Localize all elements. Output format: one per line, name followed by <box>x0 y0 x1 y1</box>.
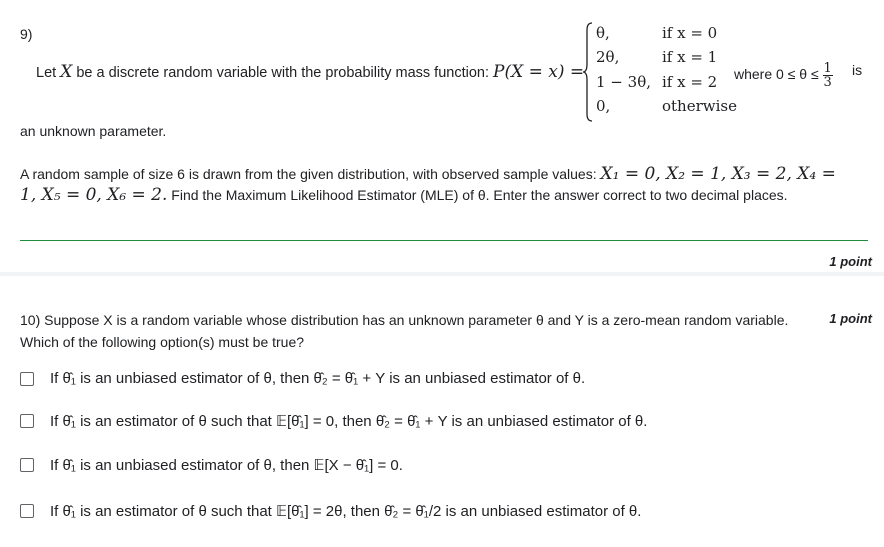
answer-divider <box>20 240 868 241</box>
option-4-label: If θ̂₁ is an estimator of θ such that 𝔼[θ̂₁] = 2θ, then θ̂₂ = θ̂₁/2 is an unbiased estimator of θ. <box>50 503 642 520</box>
case-value-3: 0, <box>596 97 611 115</box>
intro-text-2: be a discrete random variable with the probability mass function: <box>76 65 489 81</box>
sample-values-2: 1, X₅ = 0, X₆ = 2. <box>20 185 168 205</box>
case-condition-3: otherwise <box>662 97 737 115</box>
param-range <box>734 62 833 89</box>
sample-text: A random sample of size 6 is drawn from the given distribution, with observed sample values: <box>20 166 597 182</box>
sample-values-1: X₁ = 0, X₂ = 1, X₃ = 2, X₄ = <box>600 164 836 184</box>
case-condition-2: if x = 2 <box>662 73 718 91</box>
cases-brace <box>583 22 593 122</box>
question-10-text <box>20 309 810 353</box>
question-10-line-1: 10) Suppose X is a random variable whose distribution has an unknown parameter θ and Y is a zero-mean random variable. <box>20 312 789 328</box>
option-4-checkbox[interactable] <box>20 504 34 518</box>
option-3[interactable] <box>20 456 403 474</box>
case-value-1: 2θ, <box>596 48 620 66</box>
question-9-points: 1 point <box>829 254 872 269</box>
option-1-checkbox[interactable] <box>20 372 34 386</box>
fraction-one-third <box>823 62 833 89</box>
question-9-number: 9) <box>20 26 33 42</box>
question-10-line-2: Which of the following option(s) must be true? <box>20 334 305 350</box>
option-1[interactable] <box>20 370 585 387</box>
case-value-0: θ, <box>596 24 610 42</box>
option-2[interactable] <box>20 412 647 430</box>
pmf-lhs: P(X = x) = <box>493 62 585 82</box>
option-3-label: If θ̂₁ is an unbiased estimator of θ, then 𝔼[X − θ̂₁] = 0. <box>50 457 403 474</box>
sample-line-2 <box>20 185 788 205</box>
question-10-points: 1 point <box>829 311 872 326</box>
sample-line-1 <box>20 164 836 184</box>
question-9-pmf-intro <box>36 62 584 82</box>
unknown-parameter-text: an unknown parameter. <box>20 123 167 139</box>
case-value-2: 1 − 3θ, <box>596 73 651 91</box>
fraction-denominator: 3 <box>823 75 832 90</box>
option-4[interactable] <box>20 502 641 520</box>
option-2-checkbox[interactable] <box>20 414 34 428</box>
is-text: is <box>852 62 863 78</box>
intro-text: Let <box>36 65 57 81</box>
case-condition-0: if x = 0 <box>662 24 718 42</box>
option-2-label: If θ̂₁ is an estimator of θ such that 𝔼[θ̂₁] = 0, then θ̂₂ = θ̂₁ + Y is an unbiased estimator of θ. <box>50 413 648 430</box>
mle-instruction: Find the Maximum Likelihood Estimator (MLE) of θ. Enter the answer correct to two decimal places. <box>171 187 788 203</box>
option-1-label: If θ̂₁ is an unbiased estimator of θ, then θ̂₂ = θ̂₁ + Y is an unbiased estimator of θ. <box>50 370 586 387</box>
option-3-checkbox[interactable] <box>20 458 34 472</box>
var-x: X <box>60 62 73 82</box>
case-condition-1: if x = 1 <box>662 48 718 66</box>
where-text: where 0 ≤ θ ≤ <box>734 66 819 83</box>
question-separator <box>0 272 884 276</box>
fraction-numerator: 1 <box>823 61 832 76</box>
